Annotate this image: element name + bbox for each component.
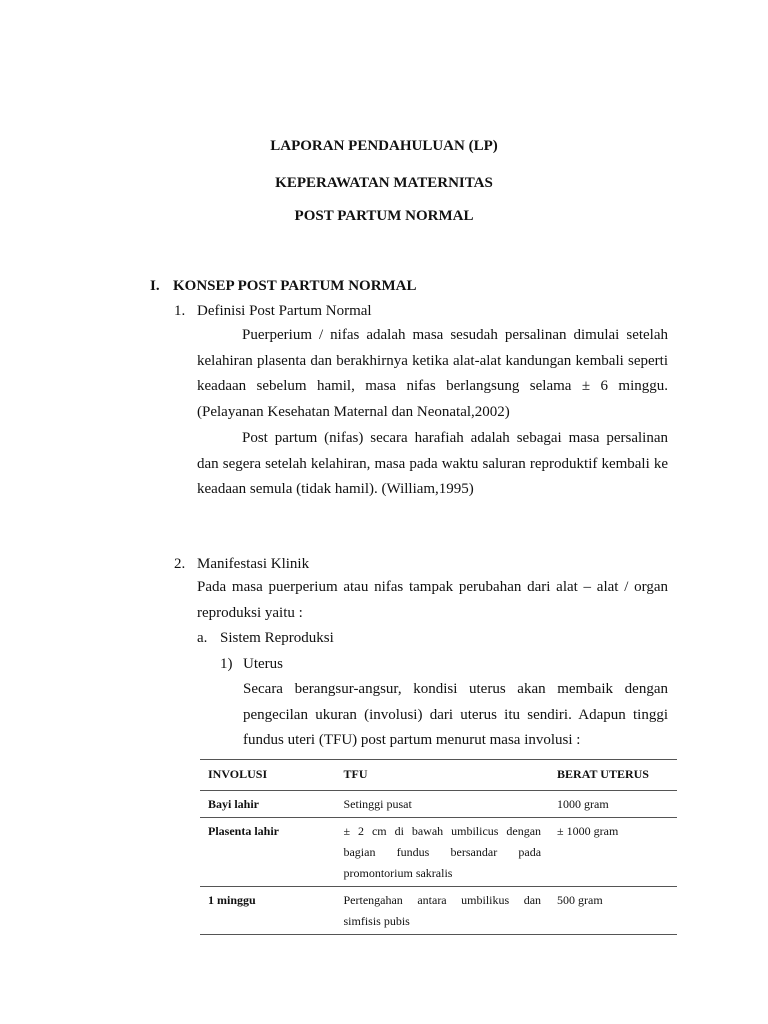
subsection-heading-definisi: Definisi Post Partum Normal — [197, 303, 372, 319]
table-cell-involusi: Bayi lahir — [200, 791, 335, 818]
table-cell-involusi: 1 minggu — [200, 887, 335, 935]
sublist-marker-1: 1) — [220, 656, 233, 672]
table-cell-berat: 1000 gram — [549, 791, 677, 818]
table-row — [200, 887, 677, 935]
sublist-marker-a: a. — [197, 630, 208, 646]
table-cell-berat: 500 gram — [549, 887, 677, 935]
subsection-heading-manifestasi: Manifestasi Klinik — [197, 556, 310, 572]
table-row — [200, 818, 677, 887]
table-cell-tfu: Setinggi pusat — [335, 791, 549, 818]
table-header-row — [200, 760, 677, 791]
paragraph-definisi-1: Puerperium / nifas adalah masa sesudah persalinan dimulai setelah kelahiran plasenta dan berakhirnya ketika alat-alat kandungan kembali seperti keadaan sebelum hamil, masa nifas berlangsung selama ± 6 minggu. (Pelayanan Kesehatan Maternal dan Neonatal,2002) — [197, 327, 668, 420]
table-header-berat-uterus: BERAT UTERUS — [549, 760, 677, 791]
table-header-tfu: TFU — [335, 760, 549, 791]
section-number: I. — [150, 278, 160, 294]
table-row — [200, 791, 677, 818]
document-title-line-3: POST PARTUM NORMAL — [294, 208, 474, 224]
list-number-2: 2. — [174, 556, 186, 572]
table-cell-tfu: Pertengahan antara umbilikus dan simfisis pubis — [335, 887, 549, 935]
paragraph-manifestasi-intro: Pada masa puerperium atau nifas tampak perubahan dari alat – alat / organ reproduksi yaitu : — [197, 579, 668, 621]
tfu-involution-table — [200, 759, 677, 935]
paragraph-uterus: Secara berangsur-angsur, kondisi uterus akan membaik dengan pengecilan ukuran (involusi) dari uterus itu sendiri. Adapun tinggi fundus uteri (TFU) post partum menurut masa involusi : — [243, 681, 668, 748]
table-cell-berat: ± 1000 gram — [549, 818, 677, 887]
table-cell-tfu: ± 2 cm di bawah umbilicus dengan bagian fundus bersandar pada promontorium sakralis — [335, 818, 549, 887]
table-header-involusi: INVOLUSI — [200, 760, 335, 791]
document-title-line-2: KEPERAWATAN MATERNITAS — [275, 175, 493, 191]
sublist-heading-uterus: Uterus — [243, 656, 283, 672]
list-number-1: 1. — [174, 303, 186, 319]
document-title-line-1: LAPORAN PENDAHULUAN (LP) — [270, 138, 498, 154]
table-cell-involusi: Plasenta lahir — [200, 818, 335, 887]
paragraph-definisi-2: Post partum (nifas) secara harafiah adalah sebagai masa persalinan dan segera setelah kelahiran, masa pada waktu saluran reproduktif kembali ke keadaan semula (tidak hamil). (William,1995) — [197, 430, 668, 497]
sublist-heading-sistem-reproduksi: Sistem Reproduksi — [220, 630, 334, 646]
section-heading: KONSEP POST PARTUM NORMAL — [173, 278, 417, 294]
